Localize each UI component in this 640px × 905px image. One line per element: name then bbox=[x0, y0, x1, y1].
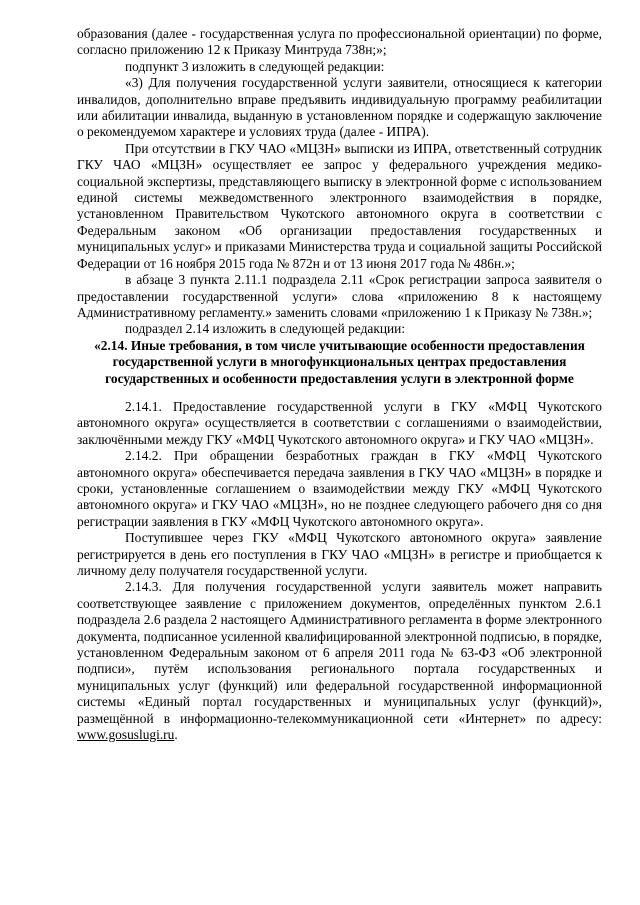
section-2-14-3-text: 2.14.3. Для получения государственной услуги заявитель может направить соответствующее заявление с приложением документов, определённых пунктом 2.6.1 подраздела 2.6 раздела 2 настоящего Административного регламента в форме электронного документа, подписанное усиленной квалифицированной электронной подписью, в порядке, установленном Федеральным законом от 6 апреля 2011 года № 63-ФЗ «Об электронной подписи», путём использования регионального портала государственных и муниципальных услуг (функций) или федеральной государственной информационной системы «Единый портал государственных и муниципальных услуг (функций)», размещённой в информационно-телекоммуникационной сети «Интернет» по адресу: bbox=[77, 579, 602, 726]
paragraph-1: образования (далее - государственная услуга по профессиональной ориентации) по форме, согласно приложению 12 к Приказу Минтруда 738н;»; bbox=[77, 26, 602, 58]
section-heading bbox=[77, 338, 602, 387]
heading-quote: « bbox=[94, 337, 101, 353]
spacer bbox=[77, 387, 602, 399]
section-2-14-3 bbox=[77, 579, 602, 743]
paragraph-4: При отсутствии в ГКУ ЧАО «МЦЗН» выписки из ИПРА, ответственный сотрудник ГКУ ЧАО «МЦЗН» осуществляет ее запрос у федерального учреждения медико-социальной экспертизы, представляющего выписку в электронной форме с использованием единой системы межведомственного электронного взаимодействия в порядке, установленном Правительством Чукотского автономного округа в соответствии с Федеральным законом «Об организации предоставления государственных и муниципальных услуг» и приказами Министерства труда и социальной защиты Российской Федерации от 16 ноября 2015 года № 872н и от 13 июня 2017 года № 486н.»; bbox=[77, 140, 602, 271]
section-registration-paragraph: Поступившее через ГКУ «МФЦ Чукотского автономного округа» заявление регистрируется в день его поступления в ГКУ ЧАО «МЦЗН» в регистре и приобщается к личному делу получателя государственной услуги. bbox=[77, 530, 602, 578]
heading-text: 2.14. Иные требования, в том числе учитывающие особенности предоставления государственной услуги в многофункциональных центрах предоставления государственных и особенности предоставления услуги в электронной форме bbox=[100, 337, 585, 386]
document-page bbox=[77, 26, 602, 743]
section-2-14-3-end: . bbox=[174, 727, 178, 743]
paragraph-3: «3) Для получения государственной услуги заявители, относящиеся к категории инвалидов, дополнительно вправе предъявить индивидуальную программу реабилитации или абилитации инвалида, выданную в установленном порядке и содержащую заключение о рекомендуемом характере и условиях труда (далее - ИПРА). bbox=[77, 75, 602, 140]
paragraph-6: подраздел 2.14 изложить в следующей редакции: bbox=[125, 321, 406, 337]
gosuslugi-link[interactable]: www.gosuslugi.ru bbox=[77, 727, 175, 743]
section-2-14-2: 2.14.2. При обращении безработных граждан в ГКУ «МФЦ Чукотского автономного округа» обеспечивается передача заявления в ГКУ ЧАО «МЦЗН» в порядке и сроки, установленные соглашением о взаимодействии между ГКУ «МФЦ Чукотского автономного округа» и ГКУ ЧАО «МЦЗН», но не позднее следующего рабочего дня со дня регистрации заявления в ГКУ «МФЦ Чукотского автономного округа». bbox=[77, 448, 602, 529]
paragraph-2: подпункт 3 изложить в следующей редакции: bbox=[125, 58, 385, 74]
paragraph-5: в абзаце 3 пункта 2.11.1 подраздела 2.11 «Срок регистрации запроса заявителя о предоставлении государственной услуги» слова «приложению 8 к настоящему Административному регламенту.» заменить словами «приложению 1 к Приказу № 738н.»; bbox=[77, 272, 602, 320]
section-2-14-1: 2.14.1. Предоставление государственной услуги в ГКУ «МФЦ Чукотского автономного округа» осуществляется в соответствии с соглашениями о взаимодействии, заключёнными между ГКУ «МФЦ Чукотского автономного округа» и ГКУ ЧАО «МЦЗН». bbox=[77, 398, 602, 447]
